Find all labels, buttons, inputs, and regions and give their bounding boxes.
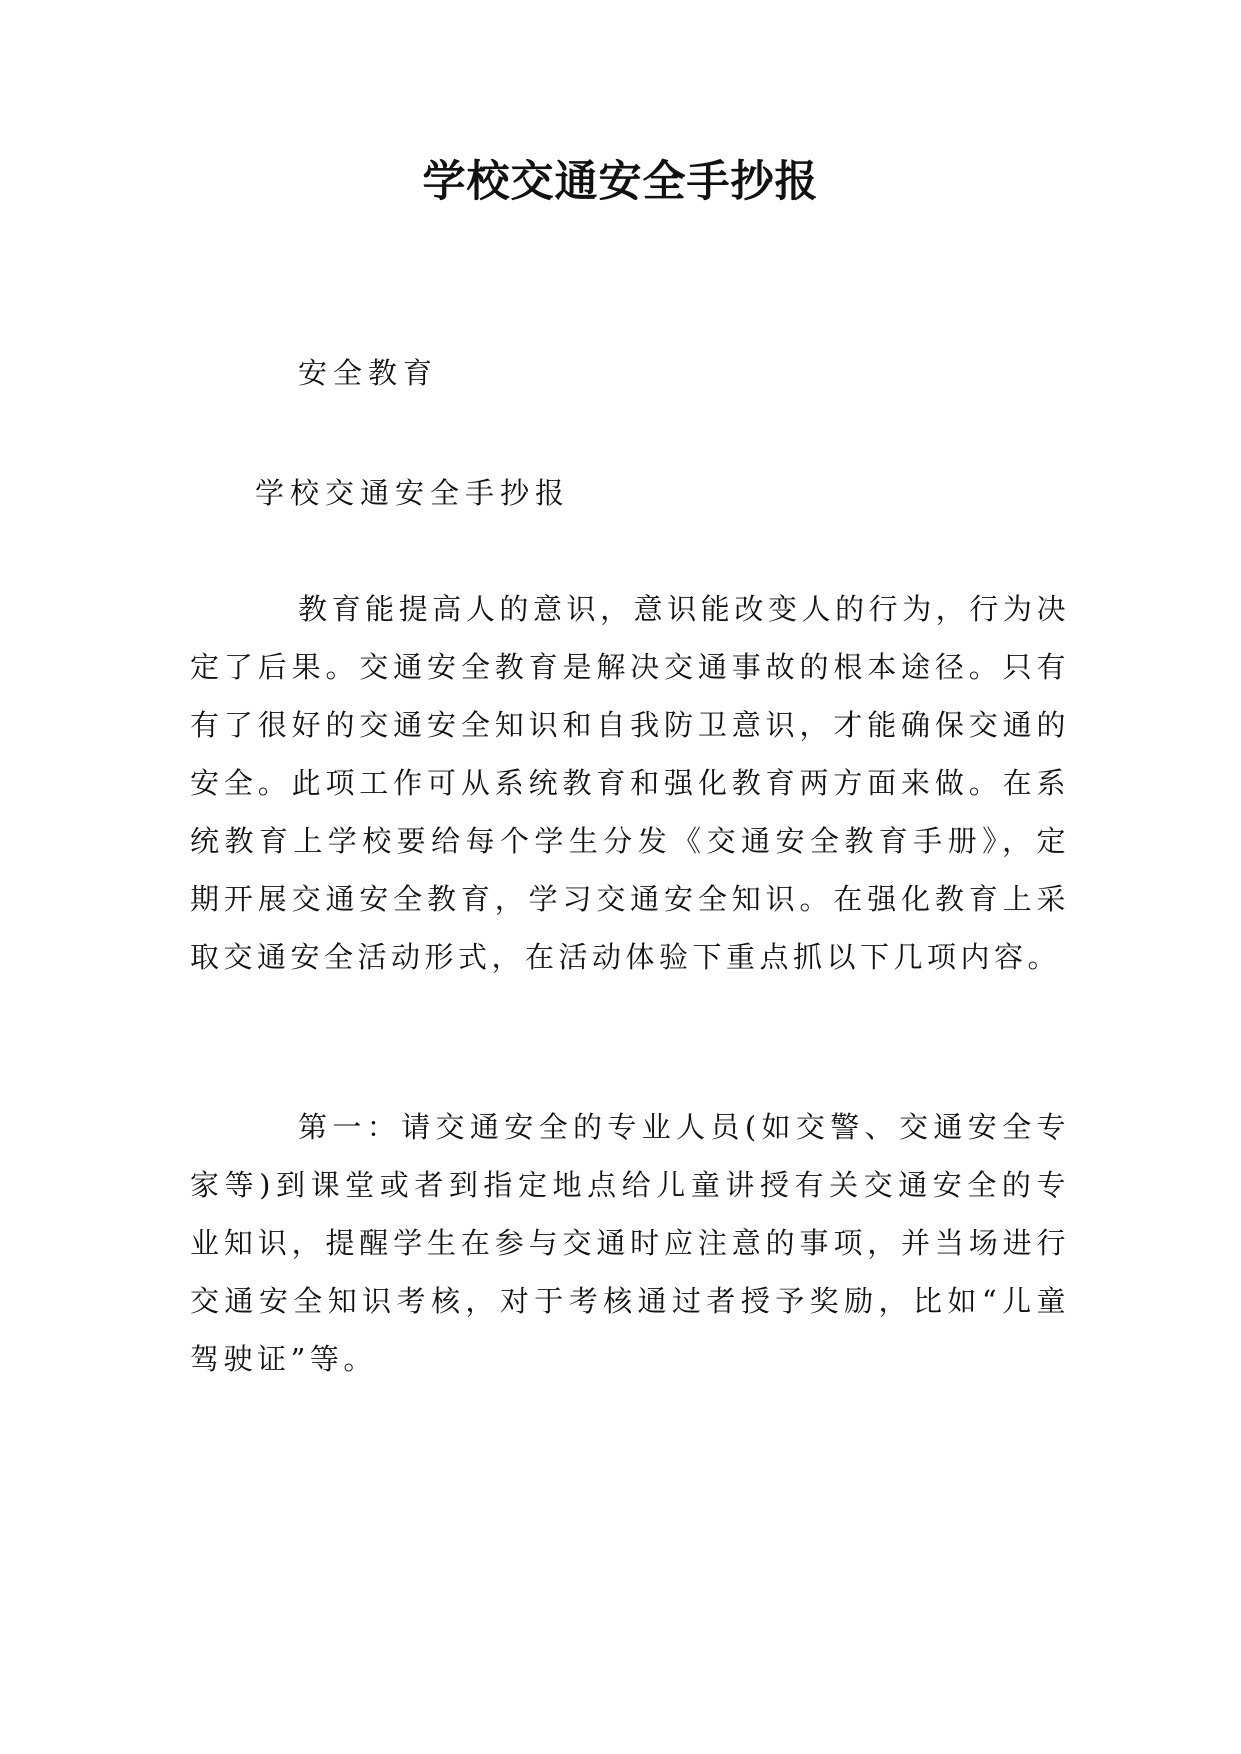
- document-title: 学校交通安全手抄报: [422, 157, 819, 207]
- body-paragraph-2: 第一：请交通安全的专业人员(如交警、交通安全专家等)到课堂或者到指定地点给儿童讲授有关交通安全的专业知识，提醒学生在参与交通时应注意的事项，并当场进行交通安全知识考核，对于考核通过者授予奖励，比如“儿童驾驶证”等。: [190, 1110, 1070, 1376]
- category-heading: 安全教育: [298, 356, 439, 390]
- subtitle-heading: 学校交通安全手抄报: [255, 476, 571, 510]
- body-paragraph-1: 教育能提高人的意识，意识能改变人的行为，行为决定了后果。交通安全教育是解决交通事故的根本途径。只有有了很好的交通安全知识和自我防卫意识，才能确保交通的安全。此项工作可从系统教育和强化教育两方面来做。在系统教育上学校要给每个学生分发《交通安全教育手册》，定期开展交通安全教育，学习交通安全知识。在强化教育上采取交通安全活动形式，在活动体验下重点抓以下几项内容。: [190, 592, 1070, 974]
